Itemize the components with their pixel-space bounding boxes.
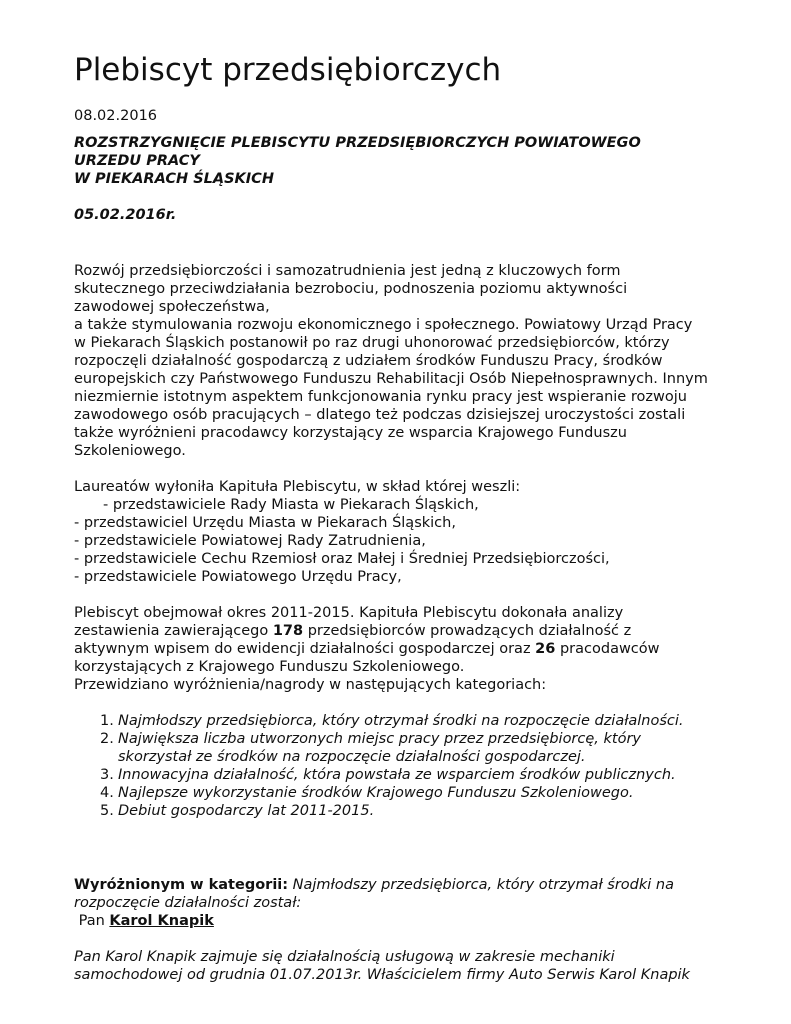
paragraph-line: także wyróżnieni pracodawcy korzystający ze wsparcia Krajowego Funduszu	[74, 425, 627, 441]
paragraph-line: Pan Karol Knapik zajmuje się działalnością usługową w zakresie mechaniki	[74, 949, 615, 965]
winner-prefix: Pan	[74, 913, 110, 929]
intro-paragraph	[74, 262, 764, 460]
category-item	[74, 730, 764, 766]
category-item	[74, 712, 764, 730]
jury-member: - przedstawiciele Powiatowego Urzędu Pracy,	[74, 569, 402, 585]
paragraph-line	[74, 622, 764, 640]
paragraph-line: skutecznego przeciwdziałania bezrobociu, podnoszenia poziomu aktywności	[74, 281, 628, 297]
category-text: Najmłodszy przedsiębiorca, który otrzymał środki na rozpoczęcie działalności.	[118, 713, 684, 729]
jury-member: - przedstawiciele Cechu Rzemiosł oraz Małej i Średniej Przedsiębiorczości,	[74, 551, 610, 567]
heading-line: URZEDU PRACY	[74, 153, 200, 169]
text-run: zestawienia zawierającego	[74, 623, 273, 639]
paragraph-line: Rozwój przedsiębiorczości i samozatrudnienia jest jedną z kluczowych form	[74, 263, 621, 279]
paragraph-line: korzystających z Krajowego Funduszu Szkoleniowego.	[74, 659, 465, 675]
category-text: Debiut gospodarczy lat 2011-2015.	[118, 803, 375, 819]
paragraph-line: zawodowej społeczeństwa,	[74, 299, 270, 315]
category-list	[74, 712, 764, 820]
paragraph-line: a także stymulowania rozwoju ekonomicznego i społecznego. Powiatowy Urząd Pracy	[74, 317, 693, 333]
text-run: aktywnym wpisem do ewidencji działalności gospodarczej oraz	[74, 641, 536, 657]
award-category-continued: rozpoczęcie działalności został:	[74, 895, 302, 911]
paragraph-line: Przewidziano wyróżnienia/nagrody w następujących kategoriach:	[74, 677, 547, 693]
category-text: Najlepsze wykorzystanie środków Krajowego Funduszu Szkoleniowego.	[118, 785, 634, 801]
jury-member: - przedstawiciele Powiatowej Rady Zatrudnienia,	[74, 533, 426, 549]
award-category: Najmłodszy przedsiębiorca, który otrzymał środki na	[288, 877, 674, 893]
paragraph-line: samochodowej od grudnia 01.07.2013r. Właścicielem firmy Auto Serwis Karol Knapik	[74, 967, 690, 983]
list-number: 5.	[100, 803, 114, 819]
category-item	[74, 802, 764, 820]
paragraph-line: w Piekarach Śląskich postanowił po raz drugi uhonorować przedsiębiorców, którzy	[74, 335, 670, 351]
category-item	[74, 784, 764, 802]
jury-intro: Laureatów wyłoniła Kapituła Plebiscytu, w skład której weszli:	[74, 479, 521, 495]
analysis-paragraph	[74, 604, 764, 694]
announcement-date: 05.02.2016r.	[74, 207, 177, 223]
paragraph-line: Plebiscyt obejmował okres 2011-2015. Kapituła Plebiscytu dokonała analizy	[74, 605, 624, 621]
list-number: 3.	[100, 767, 114, 783]
category-text: Innowacyjna działalność, która powstała ze wsparciem środków publicznych.	[118, 767, 676, 783]
category-item	[74, 766, 764, 784]
entrepreneur-count: 178	[272, 623, 304, 639]
paragraph-line	[74, 640, 764, 658]
list-number: 1.	[100, 713, 114, 729]
document-title: Plebiscyt przedsiębiorczych	[74, 52, 502, 88]
list-number: 4.	[100, 785, 114, 801]
award-label: Wyróżnionym w kategorii:	[74, 877, 289, 893]
category-text: skorzystał ze środków na rozpoczęcie działalności gospodarczej.	[118, 749, 586, 765]
paragraph-line: rozpoczęli działalność gospodarczą z udziałem środków Funduszu Pracy, środków	[74, 353, 663, 369]
paragraph-line: europejskich czy Państwowego Funduszu Rehabilitacji Osób Niepełnosprawnych. Innym	[74, 371, 708, 387]
award-winner-line	[74, 912, 764, 930]
winner-name: Karol Knapik	[109, 913, 214, 929]
text-run: przedsiębiorców prowadzących działalność z	[303, 623, 632, 639]
paragraph-line: Szkoleniowego.	[74, 443, 186, 459]
award-line	[74, 876, 764, 894]
paragraph-line: niezmiernie istotnym aspektem funkcjonowania rynku pracy jest wspieranie rozwoju	[74, 389, 687, 405]
jury-member: - przedstawiciele Rady Miasta w Piekarach Śląskich,	[103, 497, 479, 513]
winner-description	[74, 948, 764, 984]
jury-section	[74, 478, 764, 586]
text-run: pracodawców	[555, 641, 660, 657]
award-section	[74, 876, 764, 930]
paragraph-line: zawodowego osób pracujących – dlatego też podczas dzisiejszej uroczystości zostali	[74, 407, 686, 423]
heading-line: W PIEKARACH ŚLĄSKICH	[74, 171, 274, 187]
employer-count: 26	[535, 641, 556, 657]
jury-member: - przedstawiciel Urzędu Miasta w Piekarach Śląskich,	[74, 515, 456, 531]
category-text: Największa liczba utworzonych miejsc pracy przez przedsiębiorcę, który	[118, 731, 642, 747]
heading-line: ROZSTRZYGNIĘCIE PLEBISCYTU PRZEDSIĘBIORCZYCH POWIATOWEGO	[74, 135, 641, 151]
publication-date: 08.02.2016	[74, 108, 158, 124]
list-number: 2.	[100, 731, 114, 747]
announcement-heading	[74, 134, 764, 188]
